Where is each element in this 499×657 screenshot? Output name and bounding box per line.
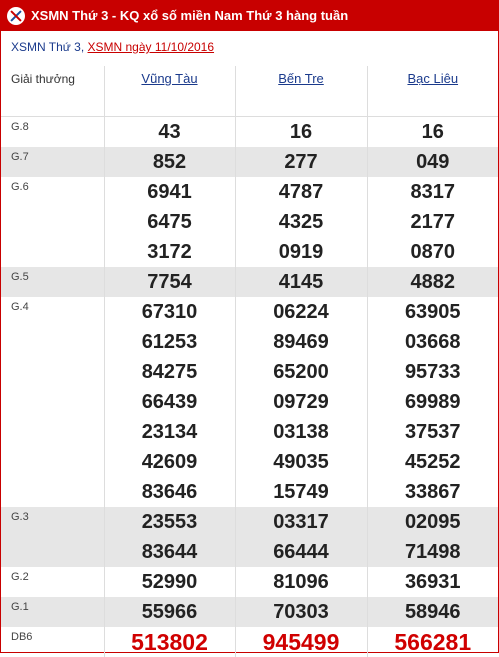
result-number: 33867 [404,481,461,503]
result-number: 16 [289,121,313,143]
result-number: 43 [158,121,181,143]
special-prize-number: 513802 [131,629,208,655]
result-cell [104,507,235,567]
result-number: 69989 [404,391,461,413]
result-number: 58946 [404,601,461,623]
result-number: 2177 [410,211,455,233]
result-cell [367,267,498,297]
table-row [1,567,498,597]
breadcrumb [11,40,214,54]
special-prize-number: 566281 [394,629,472,655]
result-number: 55966 [141,601,198,623]
result-number: 84275 [141,361,198,383]
date-link[interactable]: XSMN ngày 11/10/2016 [87,40,215,54]
lottery-logo-icon [7,7,25,25]
table-row [1,177,498,267]
result-number: 6941 [147,181,192,203]
result-number: 67310 [141,301,198,323]
result-number: 049 [416,151,450,173]
result-number: 45252 [404,451,461,473]
result-cell [367,297,498,507]
prize-label: G.6 [11,181,29,193]
result-number: 63905 [404,301,461,323]
result-number: 06224 [273,301,329,323]
prize-label: G.4 [11,301,29,313]
breadcrumb-prefix: XSMN Thứ 3, [11,40,88,54]
table-row [1,597,498,627]
result-cell [235,117,367,148]
result-number: 61253 [141,331,198,353]
result-cell [235,597,367,627]
prize-label: DB6 [11,631,33,643]
result-number: 6475 [147,211,192,233]
result-cell [104,147,235,177]
result-number: 8317 [410,181,455,203]
prize-label: G.2 [11,571,29,583]
result-cell [367,567,498,597]
table-row [1,507,498,567]
result-number: 37537 [404,421,461,443]
result-number: 36931 [404,571,461,593]
result-cell [104,567,235,597]
result-number: 03317 [273,511,329,533]
result-number: 83646 [141,481,198,503]
province-bac-lieu-link[interactable]: Bạc Liêu [367,66,498,117]
result-number: 83644 [141,541,198,563]
province-ben-tre-link[interactable]: Bến Tre [235,66,367,117]
result-number: 70303 [273,601,329,623]
table-row [1,297,498,507]
result-cell [104,177,235,267]
results-table [1,66,498,657]
result-cell [367,177,498,267]
result-cell [367,507,498,567]
result-cell [235,147,367,177]
result-number: 4787 [278,181,324,203]
result-cell [367,597,498,627]
result-cell [367,147,498,177]
prize-label: G.8 [11,121,29,133]
result-number: 95733 [404,361,461,383]
result-number: 65200 [273,361,329,383]
result-cell [235,567,367,597]
result-number: 4145 [278,271,324,293]
result-number: 277 [284,151,318,173]
prize-column-header: Giải thưởng [1,66,104,117]
result-cell [235,297,367,507]
result-cell [235,507,367,567]
result-number: 3172 [147,241,192,263]
special-prize-number: 945499 [262,629,340,655]
result-number: 89469 [273,331,329,353]
result-number: 852 [152,151,187,173]
result-number: 09729 [273,391,329,413]
result-number: 7754 [147,271,192,293]
table-row [1,267,498,297]
result-number: 23134 [141,421,198,443]
result-number: 66439 [141,391,198,413]
result-cell [104,117,235,148]
result-number: 4325 [278,211,324,233]
result-number: 4882 [410,271,455,293]
header-bar [1,1,498,31]
result-number: 71498 [404,541,461,563]
result-number: 03668 [404,331,461,353]
prize-label: G.5 [1,267,104,297]
result-cell [104,297,235,507]
result-number: 52990 [141,571,198,593]
result-cell [367,117,498,148]
prize-label: G.1 [1,597,104,627]
table-row [1,147,498,177]
result-number: 49035 [273,451,329,473]
result-number: 03138 [273,421,329,443]
result-cell [104,597,235,627]
result-number: 66444 [273,541,329,563]
result-cell [235,177,367,267]
result-number: 42609 [141,451,198,473]
prize-label: G.3 [1,507,104,567]
result-number: 15749 [273,481,329,503]
table-row [1,117,498,148]
prize-label: G.7 [1,147,104,177]
result-cell [235,267,367,297]
result-number: 16 [421,121,444,143]
page-title: XSMN Thứ 3 - KQ xổ số miền Nam Thứ 3 hàng tuần [31,8,349,23]
province-vung-tau-link[interactable]: Vũng Tàu [104,66,235,117]
table-header-row [1,66,498,117]
result-number: 0919 [278,241,324,263]
result-number: 0870 [410,241,455,263]
result-number: 23553 [141,511,198,533]
result-number: 81096 [273,571,329,593]
result-cell [104,267,235,297]
result-number: 02095 [404,511,461,533]
